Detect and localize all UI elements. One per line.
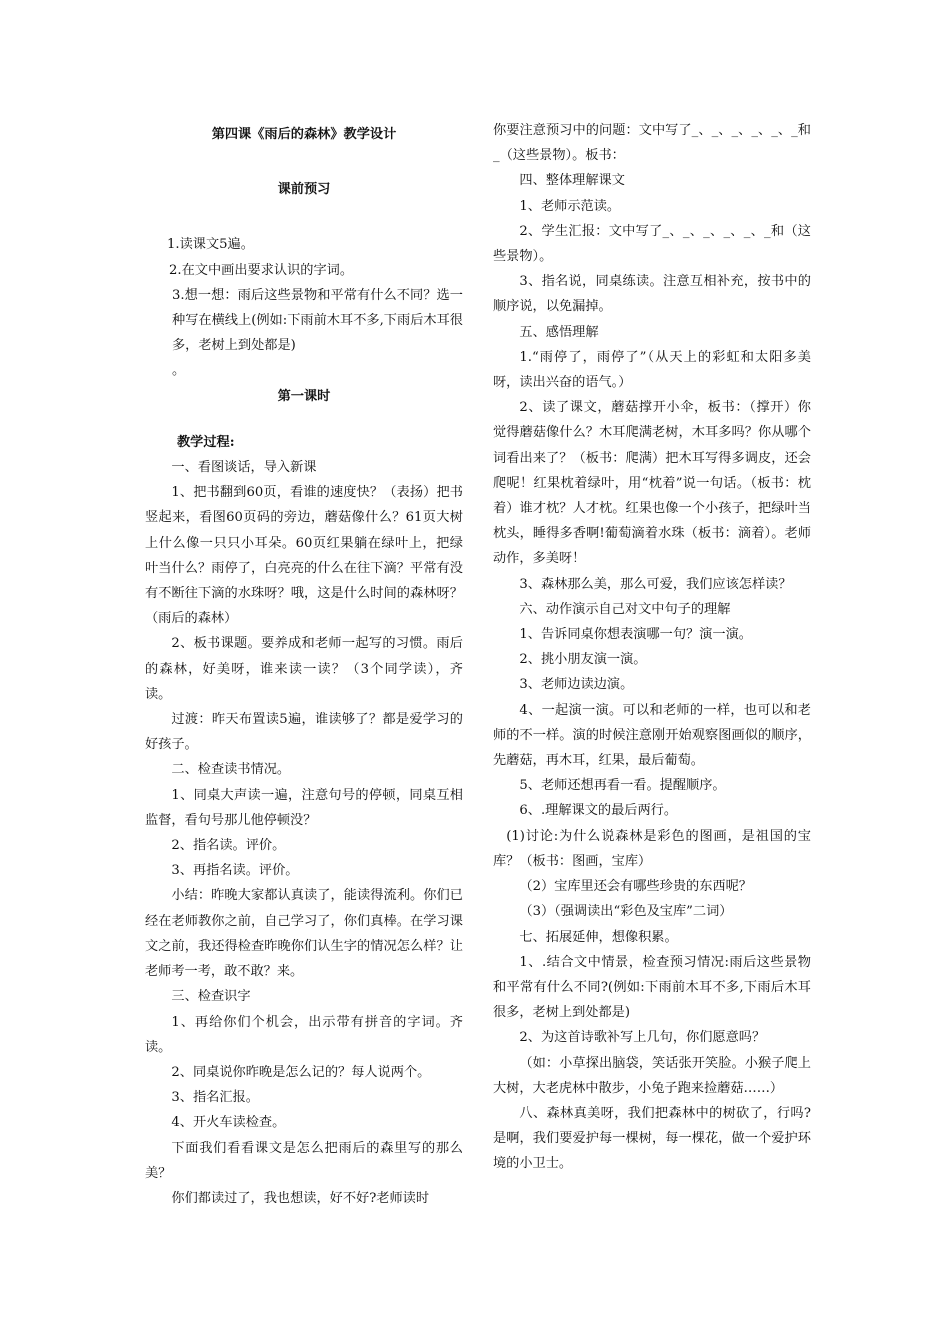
body-paragraph: 你们都读过了，我也想读，好不好?老师读时 (171, 1190, 430, 1206)
body-paragraph: 2、读了课文，蘑菇撑开小伞，板书：（撑开）你觉得蘑菇像什么？木耳爬满老树，木耳多吗？你从哪个词看出来了？（板书：爬满）把木耳写得多调皮，还会爬呢！红果枕着绿叶，用“枕着”说一句话。（板书：枕着）谁才枕？人才枕。红果也像一个小孩子，把绿叶当枕头，睡得多香啊!葡萄滴着水珠（板书：滴着）。老师动作，多美呀！ (493, 400, 811, 567)
body-paragraph: 小结：昨晚大家都认真读了，能读得流利。你们已经在老师教你之前，自己学习了，你们真棒。在学习课文之前，我还得检查昨晚你们认生字的情况怎么样？让老师考一考，敢不敢？来。 (145, 888, 463, 980)
body-paragraph: 3、指名汇报。 (171, 1090, 259, 1106)
body-paragraph: 3、森林那么美，那么可爱，我们应该怎样读？ (519, 576, 792, 592)
preview-item: 3.想一想：雨后这些景物和平常有什么不同？选一种写在横线上(例如:下雨前木耳不多,下雨后木耳很多，老树上到处都是) (172, 287, 463, 354)
body-paragraph: 六、动作演示自己对文中句子的理解 (519, 601, 731, 617)
body-paragraph: 1、.结合文中情景，检查预习情况:雨后这些景物和平常有什么不同?(例如:下雨前木耳不多,下雨后木耳很多，老树上到处都是) (493, 954, 811, 1021)
process-heading: 教学过程: (177, 434, 235, 450)
body-paragraph: (1)讨论:为什么说森林是彩色的图画，是祖国的宝库？（板书：图画，宝库） (493, 828, 811, 869)
body-paragraph: （2）宝库里还会有哪些珍贵的东西呢？ (519, 879, 752, 895)
body-paragraph: 你要注意预习中的问题：文中写了_、_、_、_、_、_和_（这些景物）。板书： (493, 123, 811, 164)
body-paragraph: 2、同桌说你昨晚是怎么记的？每人说两个。 (171, 1064, 431, 1080)
body-paragraph: 1.“雨停了，雨停了”（从天上的彩虹和太阳多美呀，读出兴奋的语气。） (493, 349, 811, 391)
lesson-heading: 第一课时 (277, 388, 331, 404)
body-paragraph: 2、板书课题。要养成和老师一起写的习惯。雨后的森林，好美呀，谁来读一读？（3个同学读），齐读。 (145, 636, 463, 702)
body-paragraph: 七、拓展延伸，想像积累。 (519, 929, 678, 945)
body-paragraph: 4、开火车读检查。 (171, 1115, 286, 1131)
body-paragraph: 2、挑小朋友演一演。 (519, 652, 647, 668)
body-paragraph: 三、检查识字 (171, 989, 251, 1005)
body-paragraph: 二、检查读书情况。 (171, 762, 291, 778)
body-paragraph: 1、老师示范读。 (519, 198, 621, 214)
body-paragraph: 6、.理解课文的最后两行。 (519, 803, 678, 819)
body-paragraph: 一、看图谈话，导入新课 (171, 460, 317, 476)
body-paragraph: 五、感悟理解 (519, 324, 599, 340)
body-paragraph: 2、学生汇报：文中写了_、_、_、_、_、_和（这些景物）。 (493, 223, 811, 265)
body-paragraph: 1、再给你们个机会，出示带有拼音的字词。齐读。 (145, 1014, 463, 1055)
body-paragraph: 过渡：昨天布置读5遍，谁读够了？都是爱学习的好孩子。 (145, 712, 463, 753)
body-paragraph: 5、老师还想再看一看。提醒顺序。 (519, 778, 726, 794)
right-column (493, 118, 811, 1177)
body-paragraph: 3、再指名读。评价。 (171, 863, 299, 879)
body-paragraph: 4、一起演一演。可以和老师的一样，也可以和老师的不一样。演的时候注意刚开始观察图画似的顺序，先蘑菇，再木耳，红果，最后葡萄。 (493, 702, 811, 769)
document-title: 第四课《雨后的森林》教学设计 (211, 127, 397, 142)
left-column (145, 118, 463, 1211)
body-paragraph: 八、森林真美呀，我们把森林中的树砍了，行吗?是啊，我们要爱护每一棵树，每一棵花，做一个爱护环境的小卫士。 (493, 1105, 811, 1172)
preview-item: 2.在文中画出要求认识的字词。 (169, 262, 354, 278)
body-paragraph: 四、整体理解课文 (519, 173, 625, 189)
preview-heading: 课前预习 (277, 182, 331, 198)
preview-item: 1.读课文5遍。 (167, 237, 254, 253)
preview-item-end: 。 (172, 363, 186, 379)
body-paragraph: （3）（强调读出“彩色及宝库”二词） (519, 904, 733, 920)
body-paragraph: 下面我们看看课文是怎么把雨后的森里写的那么美？ (145, 1140, 463, 1181)
body-paragraph: （如：小草探出脑袋，笑话张开笑脸。小猴子爬上大树，大老虎林中散步，小兔子跑来捡蘑菇……） (493, 1055, 811, 1096)
body-paragraph: 1、把书翻到60页，看谁的速度快？（表扬）把书竖起来，看图60页码的旁边，蘑菇像什么？61页大树上什么像一只只小耳朵。60页红果躺在绿叶上，把绿叶当什么？雨停了，白亮亮的什么在往下滴？平常有没有不断往下滴的水珠呀？哦，这是什么时间的森林呀？（雨后的森林） (145, 485, 463, 627)
body-paragraph: 3、指名说，同桌练读。注意互相补充，按书中的顺序说，以免漏掉。 (493, 274, 811, 315)
body-paragraph: 3、老师边读边演。 (519, 677, 634, 693)
body-paragraph: 1、告诉同桌你想表演哪一句？演一演。 (519, 627, 752, 643)
body-paragraph: 2、指名读。评价。 (171, 838, 286, 854)
body-paragraph: 2、为这首诗歌补写上几句，你们愿意吗？ (519, 1030, 766, 1046)
body-paragraph: 1、同桌大声读一遍，注意句号的停顿，同桌互相监督，看句号那儿他停顿没？ (145, 787, 463, 828)
